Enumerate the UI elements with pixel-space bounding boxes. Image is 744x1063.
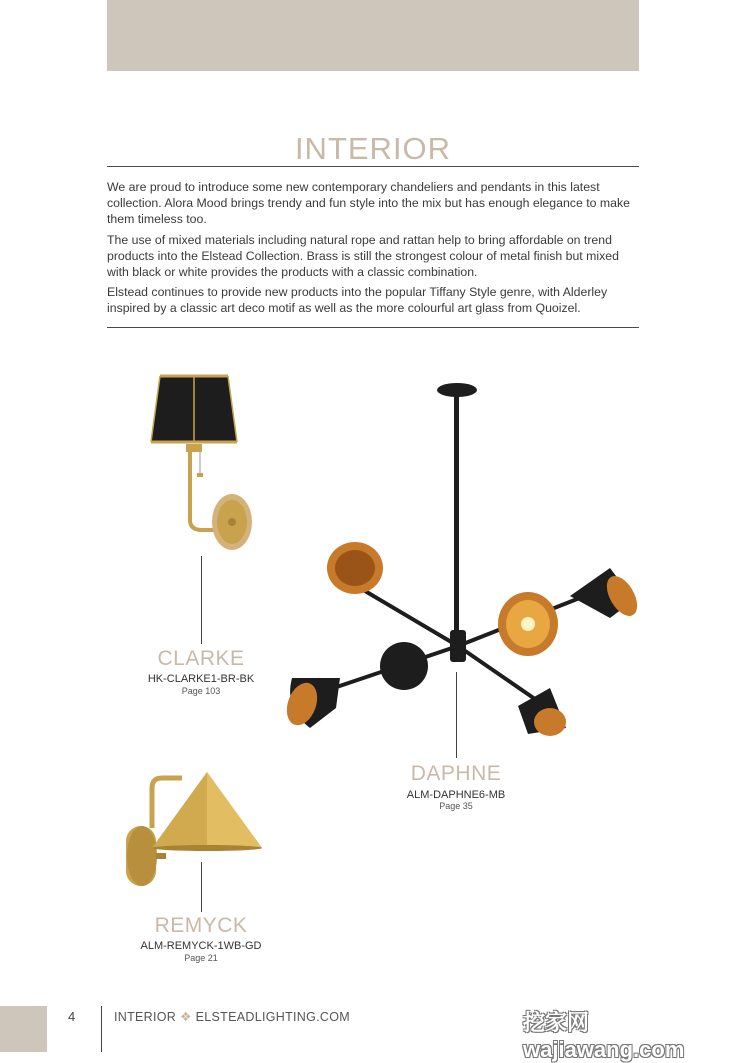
intro-paragraph-2: The use of mixed materials including natural rope and rattan help to bring affordable on trend products into the Elstead Collection. Brass is still the strongest colour of metal finish but mixed with black or white provides the products with a classic combination. <box>107 232 619 279</box>
clarke-name: CLARKE <box>157 647 245 670</box>
intro-paragraph-3: Elstead continues to provide new products into the popular Tiffany Style genre, with Alderley inspired by a classic art deco motif as well as the more colourful art glass from Quoizel. <box>107 285 608 315</box>
intro-text <box>107 179 639 321</box>
footer-divider <box>101 1006 102 1052</box>
clarke-lamp-image <box>140 370 265 555</box>
remyck-page: Page 21 <box>184 953 218 963</box>
daphne-page: Page 35 <box>439 801 473 811</box>
intro-paragraph-1: We are proud to introduce some new contemporary chandeliers and pendants in this latest collection. Alora Mood brings trendy and fun style into the mix but has enough elegance to make them timeless too. <box>107 180 630 226</box>
watermark: 挖家网 wajiawang.com <box>523 1010 685 1062</box>
bottom-rule <box>107 327 639 328</box>
clarke-code: HK-CLARKE1-BR-BK <box>147 673 255 685</box>
remyck-leader-line <box>201 862 202 912</box>
footer-website-link[interactable]: ELSTEADLIGHTING.COM <box>195 1010 350 1024</box>
footer-color-block <box>0 1006 47 1052</box>
clarke-page: Page 103 <box>181 686 221 696</box>
section-title: INTERIOR <box>294 130 452 166</box>
footer-text <box>114 1009 350 1024</box>
page-number: 4 <box>68 1009 76 1024</box>
remyck-code: ALM-REMYCK-1WB-GD <box>140 940 262 952</box>
daphne-shade-upper-left <box>327 542 383 594</box>
header-band <box>107 0 639 71</box>
top-rule <box>107 166 639 167</box>
daphne-name: DAPHNE <box>410 762 502 785</box>
clarke-leader-line <box>201 556 202 644</box>
diamond-icon: ❖ <box>180 1010 192 1024</box>
remyck-name: REMYCK <box>154 914 248 937</box>
daphne-leader-line <box>456 672 457 758</box>
footer-section: INTERIOR <box>114 1010 177 1024</box>
daphne-lamp-image <box>280 378 640 740</box>
daphne-code: ALM-DAPHNE6-MB <box>406 789 506 801</box>
remyck-lamp-image <box>122 768 267 893</box>
